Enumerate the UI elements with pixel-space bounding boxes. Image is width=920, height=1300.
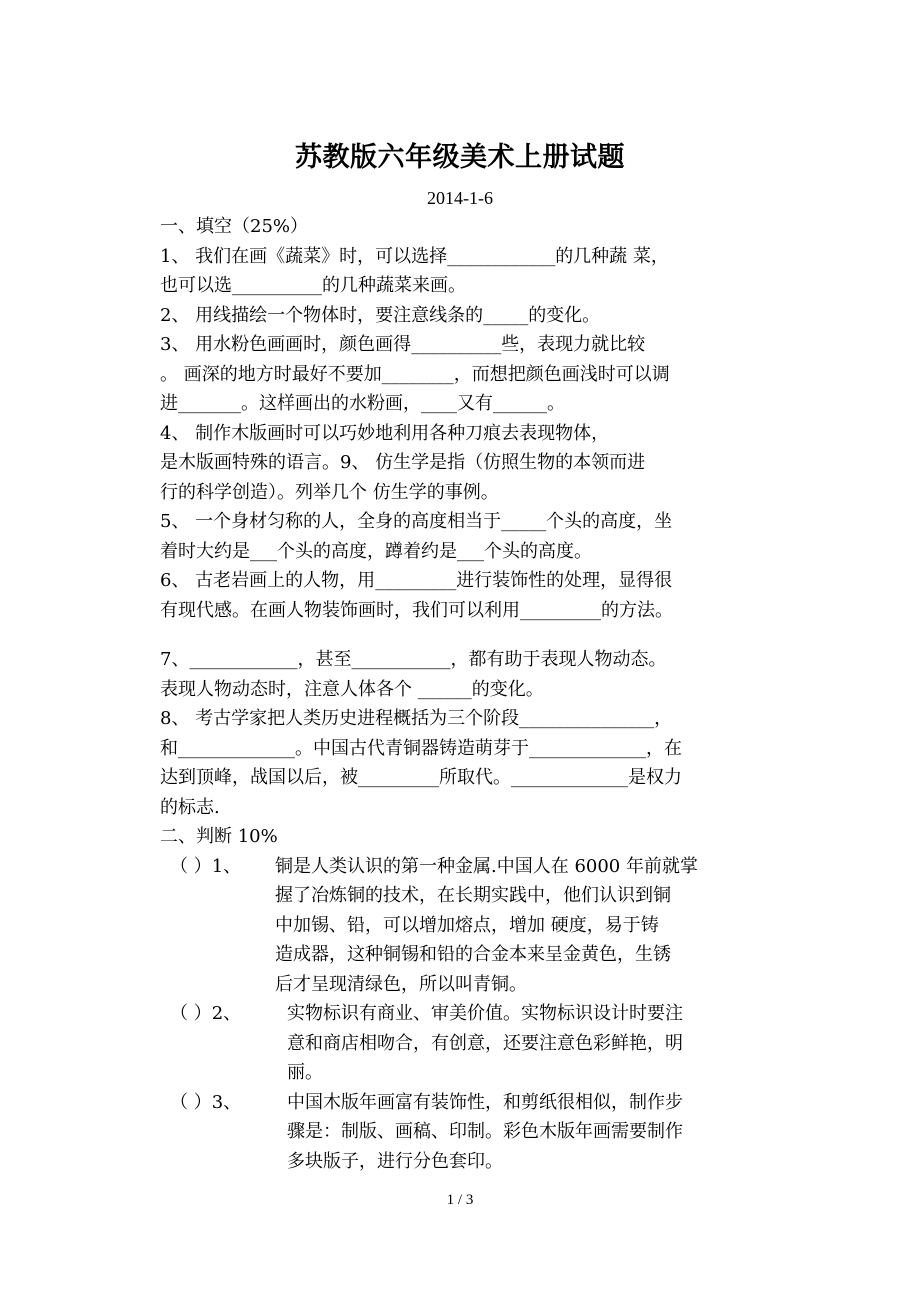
- document-date: 2014-1-6: [427, 188, 493, 208]
- q8-blank1: _______________: [519, 708, 655, 729]
- q5-line1: 5、 一个身材匀称的人，全身的高度相当于_____个头的高度，坐: [160, 511, 673, 532]
- judge-3-line: 中国木版年画富有装饰性，和剪纸很相似，制作步: [287, 1091, 683, 1113]
- q2-line1: 2、 用线描绘一个物体时，要注意线条的_____的变化。: [160, 304, 601, 326]
- judge-1-line: 后才呈现清绿色，所以叫青铜。: [275, 973, 527, 995]
- q7-blank2: ___________: [351, 649, 451, 670]
- judge-2-line: 丽。: [287, 1062, 323, 1083]
- q6-line1: 6、 古老岩画上的人物，用_________进行装饰性的处理，显得很: [160, 570, 673, 591]
- q1-blank2: __________: [232, 275, 322, 296]
- q7-line1: 7、____________，甚至___________，都有助于表现人物动态。: [160, 649, 667, 670]
- q2-blank1: _____: [483, 304, 529, 326]
- judge-1-line: 握了冶炼铜的技术，在长期实践中，他们认识到铜: [275, 885, 671, 906]
- paragraph-gap: [160, 625, 765, 645]
- judge-1-line: 造成器，这种铜锡和铅的合金本来呈金黄色，生锈: [275, 944, 671, 965]
- q3-line1: 3、 用水粉色画画时，颜色画得__________些，表现力就比较: [160, 334, 646, 355]
- q1-line1: 1、 我们在画《蔬菜》时，可以选择____________的几种蔬 菜，: [160, 245, 669, 267]
- q1-blank1: ____________: [447, 245, 556, 267]
- q8-blank5: _____________: [511, 767, 628, 788]
- q3-blank4: ____: [421, 393, 457, 414]
- document-body: [160, 212, 765, 1176]
- q5-blank3: ___: [457, 540, 484, 562]
- judge-3-paren: （ ）3、: [170, 1091, 242, 1113]
- q8-line3: 达到顶峰，战国以后，被_________所取代。_____________是权力: [160, 767, 682, 788]
- q6-blank1: _________: [375, 570, 457, 591]
- q8-line2: 和_____________。中国古代青铜器铸造萌芽于_____________，在: [160, 737, 682, 759]
- q6-blank2: _________: [520, 599, 601, 621]
- q3-blank5: ______: [493, 393, 547, 414]
- judge-1-line: 铜是人类认识的第一种金属.中国人在 6000 年前就掌: [275, 855, 698, 877]
- q1-line2: 也可以选__________的几种蔬菜来画。: [160, 275, 466, 296]
- q7-blank3: ______: [417, 678, 472, 700]
- judge-2-paren: （ ）2、: [170, 1003, 242, 1024]
- q8-blank2: _____________: [178, 737, 295, 759]
- q5-blank1: _____: [501, 511, 547, 532]
- q8-line1: 8、 考古学家把人类历史进程概括为三个阶段_______________，: [160, 708, 673, 729]
- judge-item-1: [160, 852, 765, 1000]
- q3-blank1: __________: [411, 334, 502, 355]
- q3-line3: 进_______。这样画出的水粉画，____又有______。: [160, 393, 565, 414]
- q4-line1: 4、 制作木版画时可以巧妙地利用各种刀痕去表现物体，: [160, 422, 610, 444]
- q4-line3: 行的科学创造）。列举几个 仿生学的事例。: [160, 481, 499, 503]
- q8-blank4: _________: [358, 767, 439, 788]
- judge-3-line: 骤是：制版、画稿、印制。彩色木版年画需要制作: [287, 1121, 683, 1142]
- section2-heading: 二、判断 10%: [160, 826, 278, 847]
- q8-line4: 的标志.: [160, 796, 220, 818]
- judge-item-3: [160, 1088, 765, 1177]
- q7-blank1: ____________: [189, 649, 298, 670]
- q4-line2: 是木版画特殊的语言。9、 仿生学是指（仿照生物的本领而进: [160, 452, 646, 473]
- q7-line2: 表现人物动态时，注意人体各个 ______的变化。: [160, 678, 544, 700]
- judge-1-paren: （ ）1、: [170, 855, 242, 877]
- judge-2-line: 实物标识有商业、审美价值。实物标识设计时要注: [287, 1003, 683, 1024]
- q8-blank3: _____________: [529, 737, 646, 759]
- q3-blank2: ________: [381, 363, 454, 385]
- q5-blank2: ___: [250, 540, 277, 562]
- q3-blank3: _______: [178, 393, 241, 414]
- judge-1-line: 中加锡、铅，可以增加熔点，增加 硬度，易于铸: [275, 914, 659, 936]
- page-number: 1 / 3: [446, 1192, 474, 1208]
- document-title: 苏教版六年级美术上册试题: [295, 142, 625, 173]
- q3-line2: 。 画深的地方时最好不要加________，而想把颜色画浅时可以调: [160, 363, 670, 385]
- judge-3-line: 多块版子，进行分色套印。: [287, 1150, 503, 1172]
- judge-item-2: [160, 999, 765, 1088]
- q5-line2: 着时大约是___个头的高度，蹲着约是___个头的高度。: [160, 540, 592, 562]
- q6-line2: 有现代感。在画人物装饰画时，我们可以利用_________的方法。: [160, 599, 673, 621]
- section1-heading: 一、填空（25%）: [160, 216, 309, 237]
- judge-2-line: 意和商店相吻合，有创意，还要注意色彩鲜艳，明: [287, 1032, 683, 1054]
